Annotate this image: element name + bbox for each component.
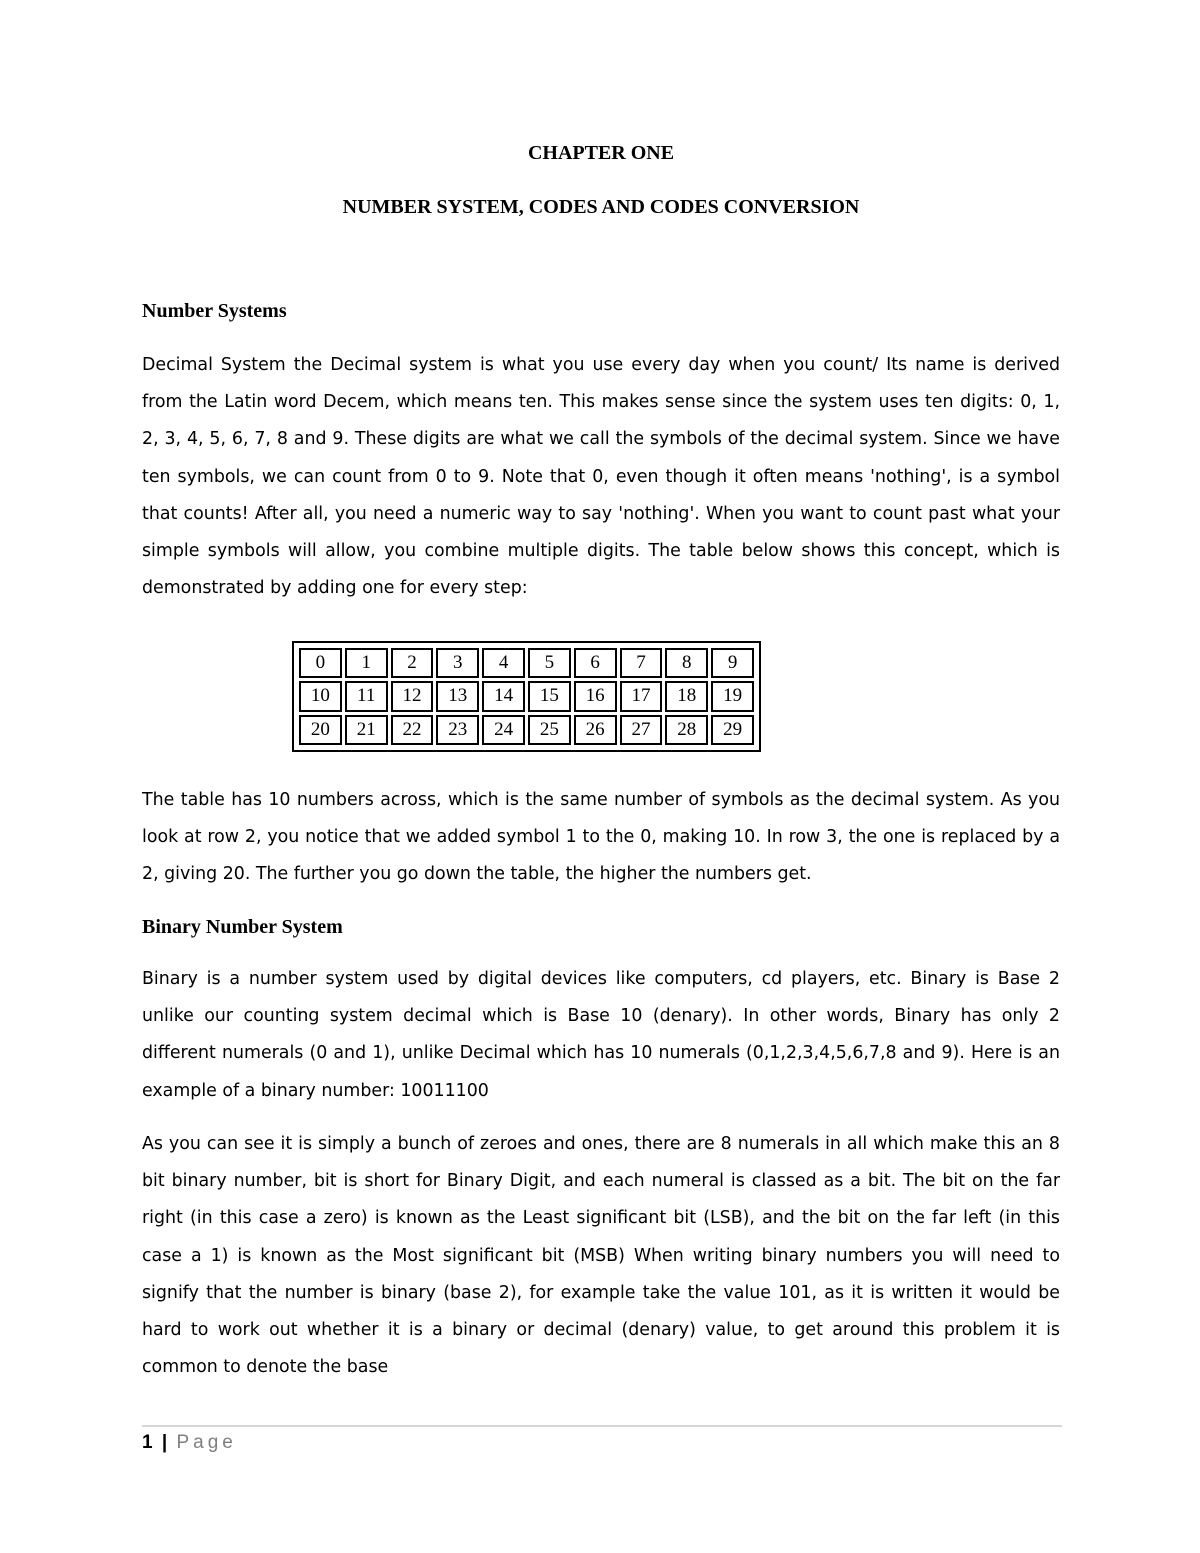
table-row — [299, 681, 754, 711]
table-cell: 27 — [620, 715, 663, 745]
page-label: Page — [176, 1432, 237, 1453]
table-cell: 6 — [574, 648, 617, 678]
table-cell: 22 — [391, 715, 434, 745]
binary-paragraph-2: As you can see it is simply a bunch of zeroes and ones, there are 8 numerals in all which make this an 8 bit binary number, bit is short for Binary Digit, and each numeral is classed as a bit. The bit on the far right (in this case a zero) is known as the Least significant bit (LSB), and the bit on the far left (in this case a 1) is known as the Most significant bit (MSB) When writing binary numbers you will need to signify that the number is binary (base 2), for example take the value 101, as it is written it would be hard to work out whether it is a binary or decimal (denary) value, to get around this problem it is common to denote the base — [142, 1134, 1060, 1378]
table-cell: 24 — [482, 715, 525, 745]
table-cell: 18 — [665, 681, 708, 711]
table-cell: 25 — [528, 715, 571, 745]
table-cell: 4 — [482, 648, 525, 678]
table-cell: 15 — [528, 681, 571, 711]
table-cell: 0 — [299, 648, 342, 678]
table-cell: 5 — [528, 648, 571, 678]
table-cell: 11 — [345, 681, 388, 711]
table-cell: 12 — [391, 681, 434, 711]
table-cell: 26 — [574, 715, 617, 745]
chapter-title: CHAPTER ONE — [527, 142, 675, 164]
document-page — [142, 0, 1060, 1553]
table-cell: 13 — [436, 681, 479, 711]
section-heading-binary-number-system: Binary Number System — [142, 916, 343, 938]
table-cell: 28 — [665, 715, 708, 745]
table-cell: 9 — [711, 648, 754, 678]
table-cell: 1 — [345, 648, 388, 678]
decimal-count-table — [292, 641, 761, 752]
table-explanation-paragraph: The table has 10 numbers across, which is the same number of symbols as the decimal system. As you look at row 2, you notice that we added symbol 1 to the 0, making 10. In row 3, the one is replaced by a 2, giving 20. The further you go down the table, the higher the numbers get. — [142, 790, 1060, 885]
section-heading-number-systems: Number Systems — [142, 300, 287, 322]
table-row — [299, 648, 754, 678]
table-cell: 19 — [711, 681, 754, 711]
table-cell: 29 — [711, 715, 754, 745]
decimal-intro-paragraph: Decimal System the Decimal system is what you use every day when you count/ Its name is derived from the Latin word Decem, which means ten. This makes sense since the system uses ten digits: 0, 1, 2, 3, 4, 5, 6, 7, 8 and 9. These digits are what we call the symbols of the decimal system. Since we have ten symbols, we can count from 0 to 9. Note that 0, even though it often means 'nothing', is a symbol that counts! After all, you need a numeric way to say 'nothing'. When you want to count past what your simple symbols will allow, you combine multiple digits. The table below shows this concept, which is demonstrated by adding one for every step: — [142, 355, 1060, 599]
table-cell: 16 — [574, 681, 617, 711]
page-number: 1 — [142, 1432, 153, 1453]
chapter-subtitle: NUMBER SYSTEM, CODES AND CODES CONVERSION — [342, 196, 860, 218]
table-cell: 17 — [620, 681, 663, 711]
footer-divider — [142, 1425, 1062, 1427]
table-cell: 2 — [391, 648, 434, 678]
binary-paragraph-1: Binary is a number system used by digital devices like computers, cd players, etc. Binary is Base 2 unlike our counting system decimal which is Base 10 (denary). In other words, Binary has only 2 different numerals (0 and 1), unlike Decimal which has 10 numerals (0,1,2,3,4,5,6,7,8 and 9). Here is an example of a binary number: 10011100 — [142, 969, 1060, 1101]
table-cell: 8 — [665, 648, 708, 678]
table-row — [299, 715, 754, 745]
table-cell: 10 — [299, 681, 342, 711]
table-cell: 21 — [345, 715, 388, 745]
table-cell: 14 — [482, 681, 525, 711]
decimal-count-table-grid — [296, 645, 757, 748]
table-cell: 7 — [620, 648, 663, 678]
footer-separator: | — [161, 1432, 168, 1453]
table-cell: 23 — [436, 715, 479, 745]
page-footer — [142, 1432, 237, 1454]
table-cell: 3 — [436, 648, 479, 678]
table-cell: 20 — [299, 715, 342, 745]
